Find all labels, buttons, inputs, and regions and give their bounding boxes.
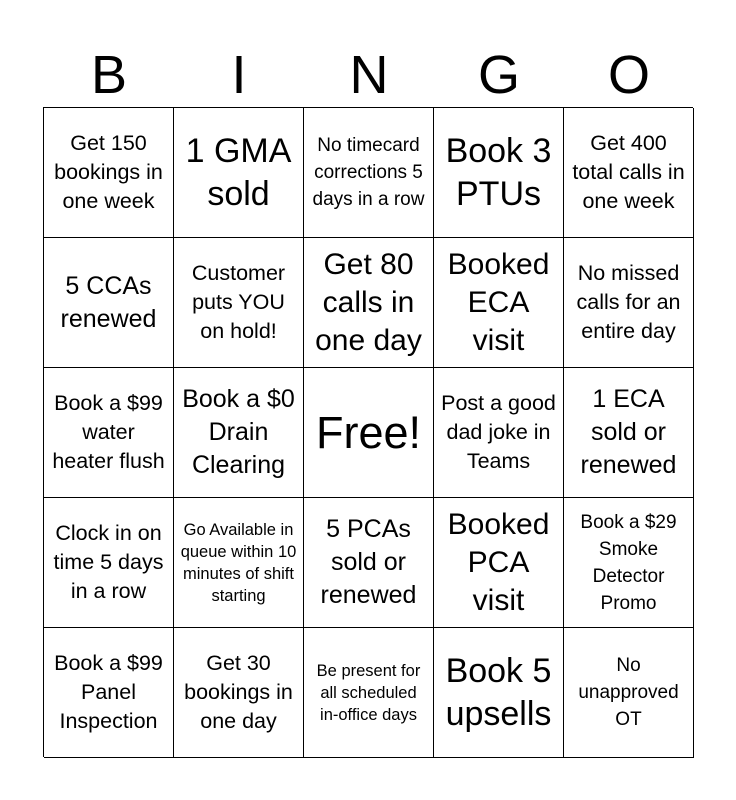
bingo-cell[interactable] [434,628,564,758]
cell-text: 1 GMA sold [185,131,292,213]
bingo-cell[interactable] [304,498,434,628]
bingo-cell[interactable] [564,498,694,628]
free-space-text: Free! [315,406,422,458]
bingo-header [44,44,694,106]
bingo-cell[interactable] [564,238,694,368]
bingo-cell[interactable] [44,628,174,758]
header-letter-g: G [477,45,520,105]
cell-text: Get 80 calls in one day [315,247,422,357]
bingo-cell[interactable] [44,368,174,498]
cell-text: Booked ECA visit [447,247,550,357]
bingo-card [43,107,693,757]
bingo-cell[interactable] [304,238,434,368]
bingo-cell[interactable] [174,498,304,628]
cell-text: No unapproved OT [578,655,679,730]
cell-text: Get 400 total calls in one week [572,131,685,213]
cell-text: No timecard corrections 5 days in a row [312,135,425,210]
cell-text: 1 ECA sold or renewed [580,385,677,479]
cell-text: Go Available in queue within 10 minutes of shift starting [180,520,297,605]
cell-text: No missed calls for an entire day [576,261,681,343]
cell-text: 5 PCAs sold or renewed [320,515,417,609]
cell-text: Be present for all scheduled in-office days [316,661,421,724]
bingo-cell[interactable] [174,238,304,368]
cell-text: Book 5 upsells [445,651,552,733]
cell-text: Post a good dad joke in Teams [441,391,556,473]
bingo-cell[interactable] [174,368,304,498]
bingo-cell[interactable] [434,498,564,628]
cell-text: Get 150 bookings in one week [54,131,163,213]
header-letter-n: N [349,45,389,105]
bingo-cell[interactable] [44,108,174,238]
cell-text: Book a $99 Panel Inspection [54,651,163,733]
cell-text: Book a $29 Smoke Detector Promo [580,511,677,614]
bingo-cell[interactable] [564,108,694,238]
bingo-cell[interactable] [44,238,174,368]
free-space-cell[interactable] [304,368,434,498]
cell-text: Booked PCA visit [447,507,550,617]
bingo-cell[interactable] [44,498,174,628]
cell-text: Get 30 bookings in one day [184,651,293,733]
bingo-cell[interactable] [434,368,564,498]
cell-text: Clock in on time 5 days in a row [53,521,164,603]
header-letter-b: B [90,45,128,105]
cell-text: Book a $0 Drain Clearing [182,385,295,479]
bingo-cell[interactable] [564,368,694,498]
cell-text: Customer puts YOU on hold! [191,261,286,343]
header-letter-o: O [607,45,650,105]
cell-text: 5 CCAs renewed [60,271,157,333]
bingo-cell[interactable] [174,108,304,238]
bingo-cell[interactable] [304,108,434,238]
bingo-cell[interactable] [174,628,304,758]
cell-text: Book 3 PTUs [445,131,552,213]
bingo-cell[interactable] [304,628,434,758]
bingo-cell[interactable] [434,108,564,238]
bingo-cell[interactable] [564,628,694,758]
bingo-cell[interactable] [434,238,564,368]
cell-text: Book a $99 water heater flush [52,391,165,473]
header-letter-i: I [231,45,247,105]
